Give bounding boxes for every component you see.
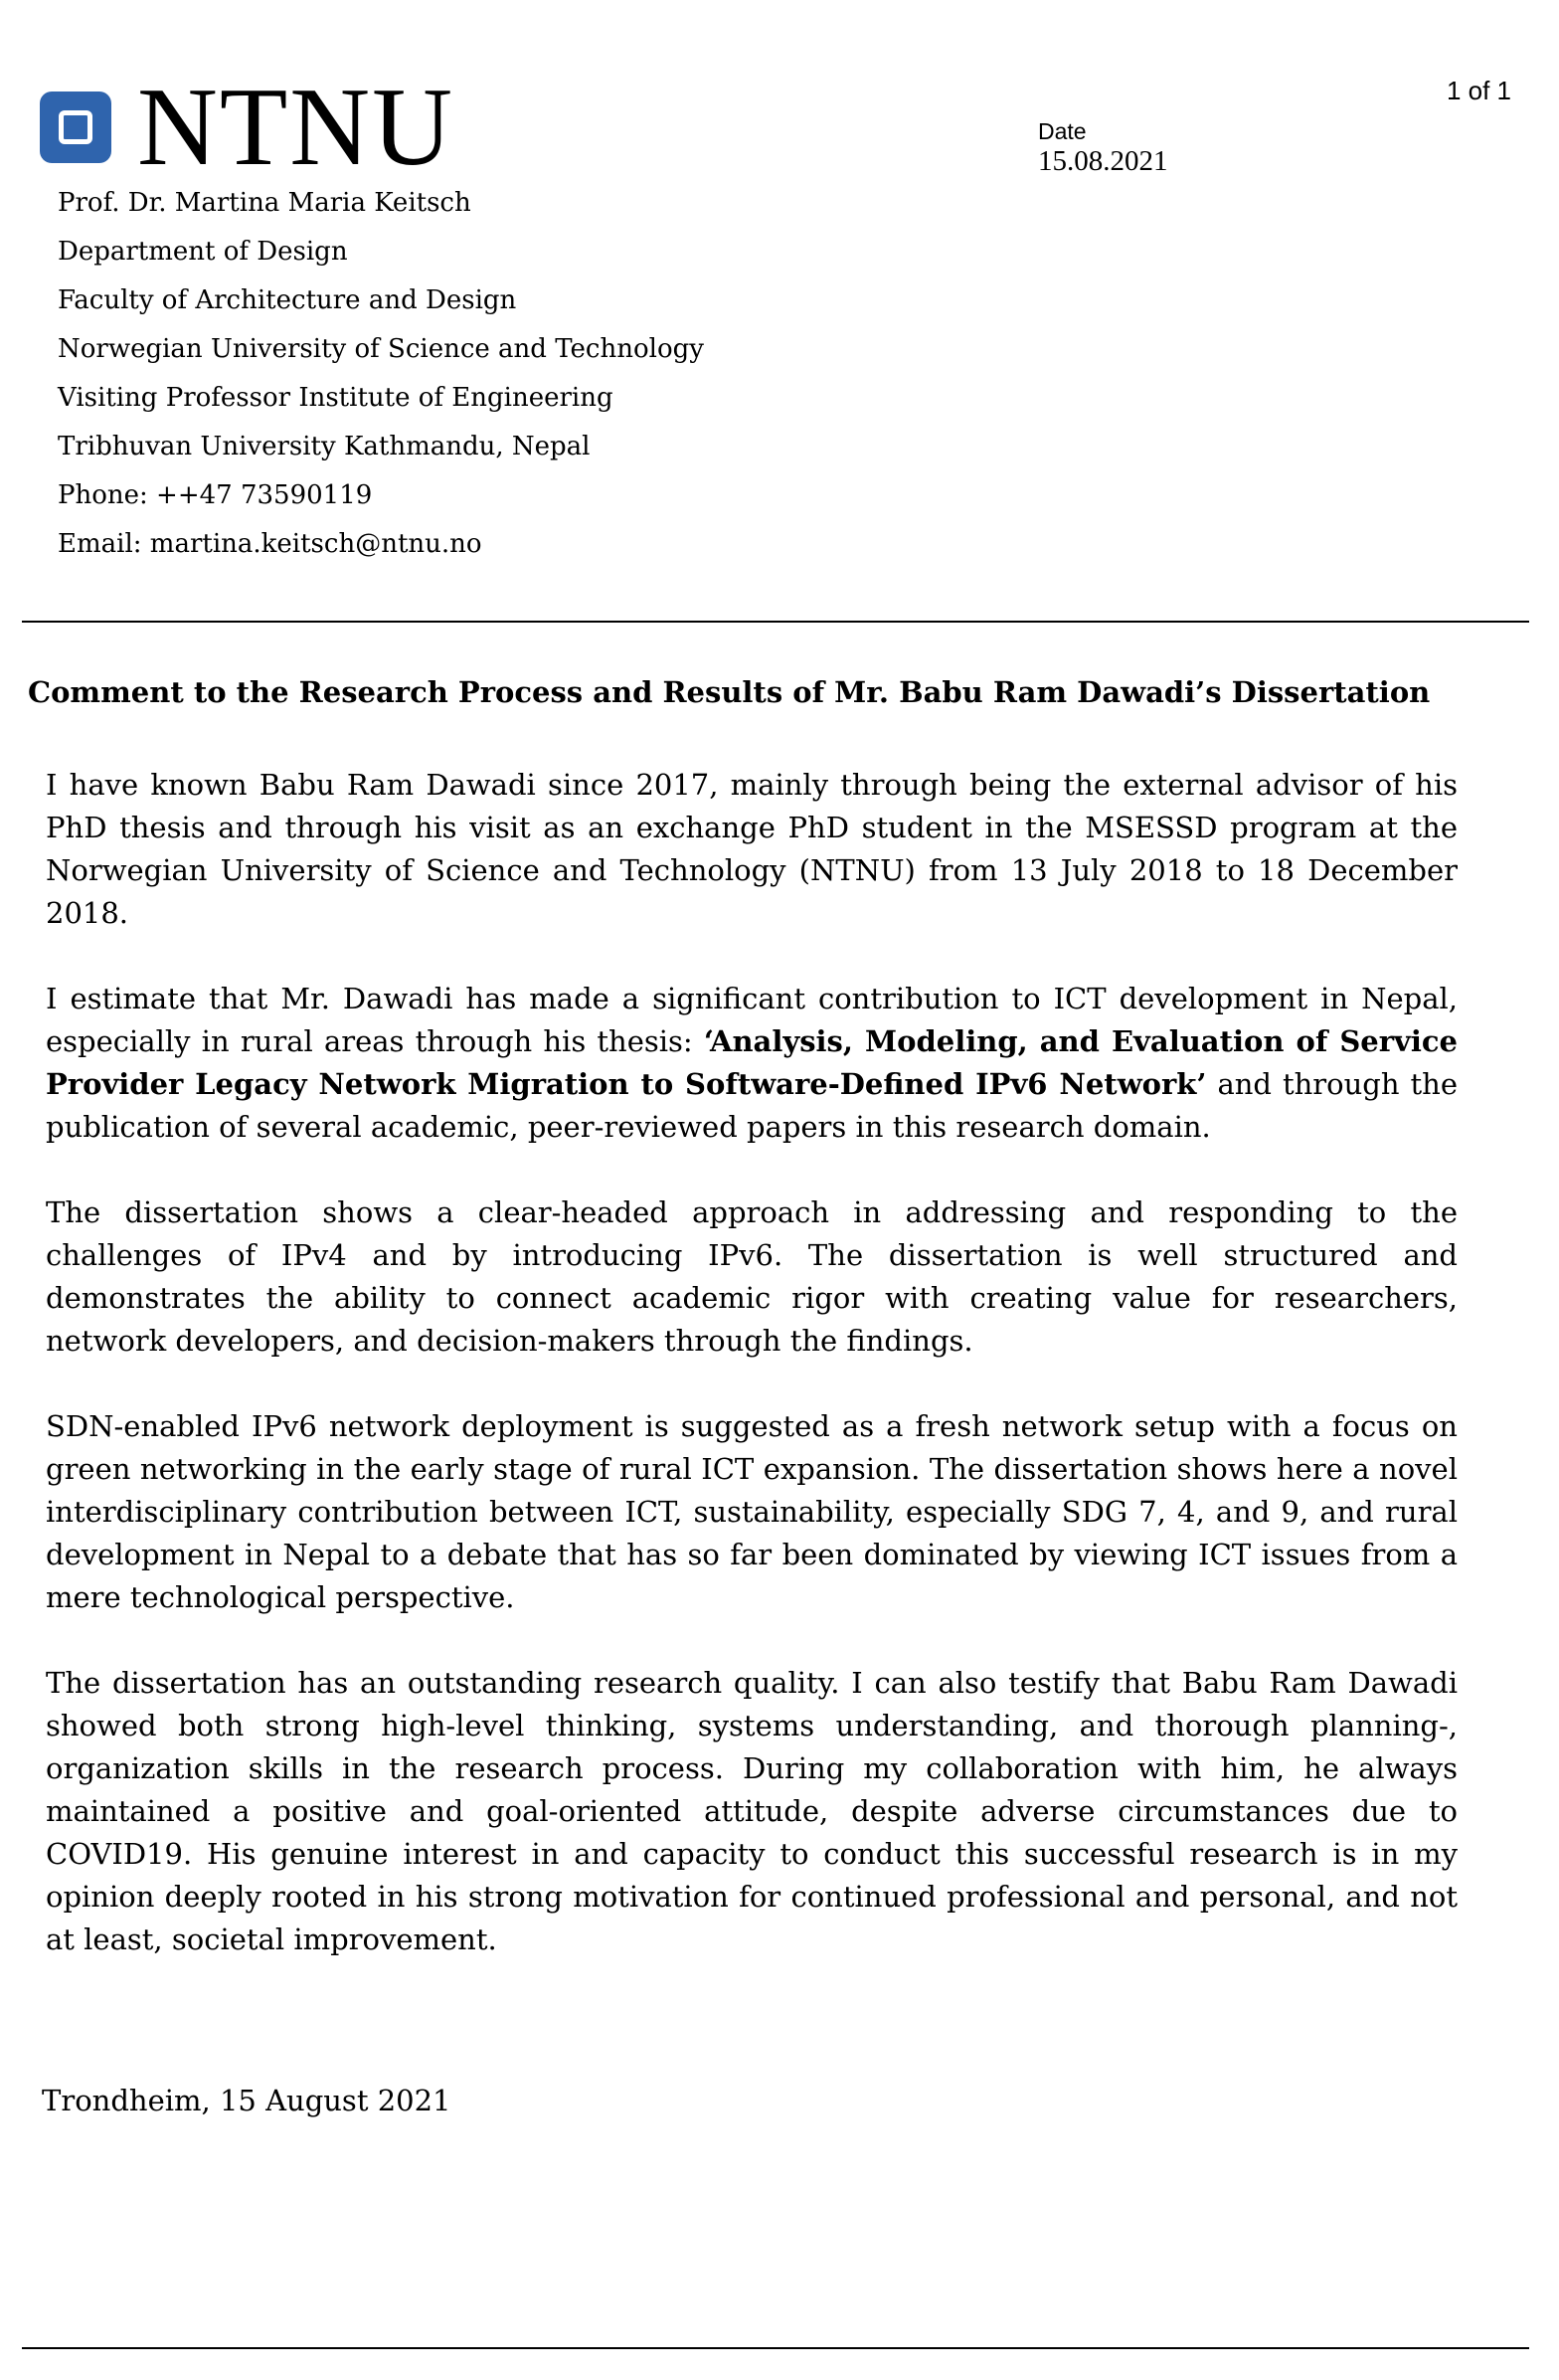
- paragraph-2-end: and through the publication of several academic, peer-reviewed papers in this research domain.: [46, 1067, 1458, 1144]
- sender-university: Norwegian University of Science and Technology: [58, 334, 704, 364]
- paragraph-2: [46, 978, 1458, 1149]
- letter-body: [46, 764, 1458, 2004]
- sender-address: [58, 179, 704, 569]
- footer-divider: [22, 2347, 1529, 2349]
- paragraph-3: The dissertation shows a clear-headed approach in addressing and responding to the challenges of IPv4 and by introducing IPv6. The dissertation is well structured and demonstrates the ability to connect academic rigor with creating value for researchers, network developers, and decision-makers through the findings.: [46, 1195, 1458, 1358]
- ntnu-logo: [40, 66, 455, 189]
- sender-department: Department of Design: [58, 237, 348, 267]
- header-divider: [22, 621, 1529, 623]
- ntnu-logo-icon: [40, 92, 111, 163]
- paragraph-1: I have known Babu Ram Dawadi since 2017, mainly through being the external advisor of his PhD thesis and through his visit as an exchange PhD student in the MSESSD program at the Norwegian University of Science and Technology (NTNU) from 13 July 2018 to 18 December 2018.: [46, 768, 1458, 930]
- sender-visiting-university: Tribhuvan University Kathmandu, Nepal: [58, 432, 591, 461]
- sender-phone: Phone: ++47 73590119: [58, 480, 373, 510]
- sender-name: Prof. Dr. Martina Maria Keitsch: [58, 188, 471, 218]
- place-and-date: Trondheim, 15 August 2021: [42, 2084, 451, 2117]
- sender-visiting-role: Visiting Professor Institute of Engineering: [58, 383, 613, 413]
- date-block: [1038, 117, 1168, 177]
- sender-faculty: Faculty of Architecture and Design: [58, 285, 517, 315]
- thesis-title: ‘Analysis, Modeling, and Evaluation of Service Provider Legacy Network Migration to Software-Defined IPv6 Network’: [46, 1024, 1458, 1101]
- logo-text: NTNU: [137, 66, 455, 189]
- date-label: Date: [1038, 118, 1087, 144]
- letter-title: Comment to the Research Process and Results of Mr. Babu Ram Dawadi’s Dissertation: [28, 675, 1431, 709]
- page-number: 1 of 1: [1446, 76, 1511, 105]
- paragraph-5: The dissertation has an outstanding research quality. I can also testify that Babu Ram Dawadi showed both strong high-level thinking, systems understanding, and thorough planning-, organization skills in the research process. During my collaboration with him, he always maintained a positive and goal-oriented attitude, despite adverse circumstances due to COVID19. His genuine interest in and capacity to conduct this successful research is in my opinion deeply rooted in his strong motivation for continued professional and personal, and not at least, societal improvement.: [46, 1666, 1458, 1956]
- sender-email: Email: martina.keitsch@ntnu.no: [58, 529, 482, 559]
- paragraph-2-intro: I estimate that Mr. Dawadi has made a significant contribution to ICT development in Nepal, especially in rural areas through his thesis:: [46, 982, 1458, 1058]
- paragraph-4: SDN-enabled IPv6 network deployment is suggested as a fresh network setup with a focus on green networking in the early stage of rural ICT expansion. The dissertation shows here a novel interdisciplinary contribution between ICT, sustainability, especially SDG 7, 4, and 9, and rural development in Nepal to a debate that has so far been dominated by viewing ICT issues from a mere technological perspective.: [46, 1409, 1458, 1614]
- date-value: 15.08.2021: [1038, 145, 1168, 177]
